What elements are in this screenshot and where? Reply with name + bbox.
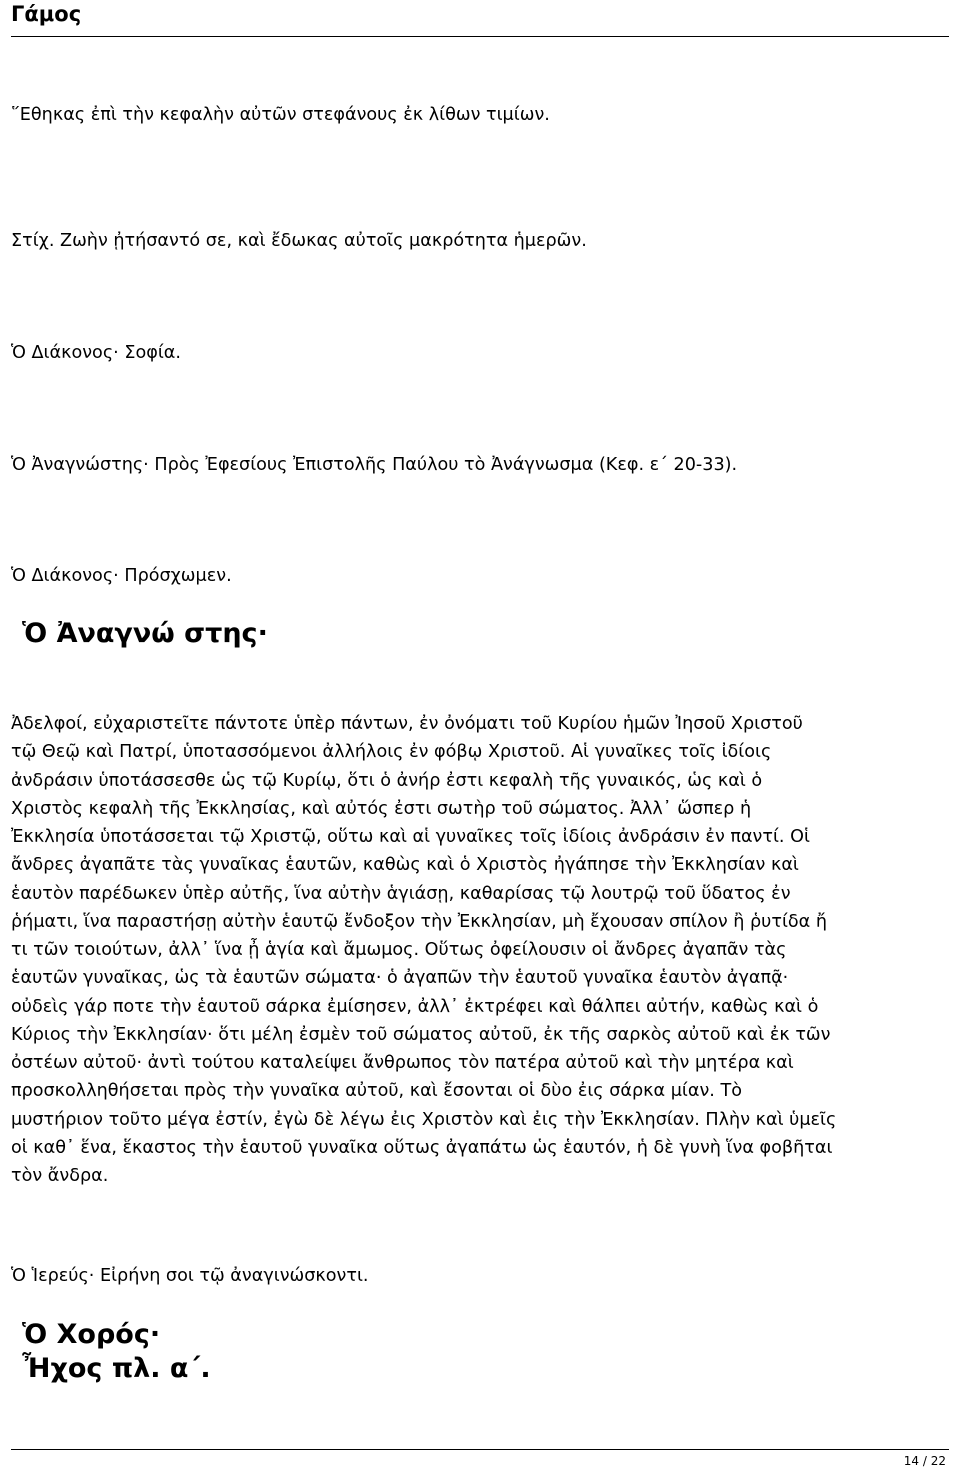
reading-line: μυστήριον τοῦτο μέγα ἐστίν, ἐγὼ δὲ λέγω ἐις Χριστὸν καὶ ἐις τὴν Ἐκκλησίαν. Πλὴν καὶ ὑμεῖς — [11, 1109, 837, 1130]
reading-line: ἄνδρες ἀγαπᾶτε τὰς γυναῖκας ἑαυτῶν, καθὼς καὶ ὁ Χριστὸς ἠγάπησε τὴν Ἐκκλησίαν καὶ — [11, 855, 799, 876]
reading-line: προσκολληθήσεται πρὸς τὴν γυναῖκα αὐτοῦ, καὶ ἔσονται οἱ δὺο ἐις σάρκα μίαν. Τὸ — [11, 1081, 742, 1102]
verse-line: ῞Εθηκας ἐπὶ τὴν κεφαλὴν αὐτῶν στεφάνους ἐκ λίθων τιμίων. — [11, 105, 550, 125]
deacon-line-sofia: Ὁ Διάκονος· Σοφία. — [11, 343, 181, 363]
reading-line: τῷ Θεῷ καὶ Πατρί, ὑποτασσόμενοι ἀλλήλοις ἐν φόβῳ Χριστοῦ. Αἱ γυναῖκες τοῖς ἰδίοις — [11, 742, 772, 763]
footer-divider — [11, 1449, 949, 1450]
choir-heading: Ὁ Χορός· — [22, 1319, 161, 1350]
reading-line: τι τῶν τοιούτων, ἀλλ᾿ ἵνα ᾖ ἁγία καὶ ἄμωμος. Οὕτως ὀφείλουσιν οἱ ἄνδρες ἀγαπᾶν τὰς — [11, 940, 787, 960]
reader-announcement-line: Ὁ Ἀναγνώστης· Πρὸς Ἐφεσίους Ἐπιστολῆς Παύλου τὸ Ἀνάγνωσμα (Κεφ. ε΄ 20-33). — [11, 455, 738, 475]
verse-stichos-line: Στίχ. Ζωὴν ᾐτήσαντό σε, καὶ ἔδωκας αὐτοῖς μακρότητα ἡμερῶν. — [11, 231, 587, 251]
reading-line: ἀνδράσιν ὑποτάσσεσθε ὡς τῷ Κυρίῳ, ὅτι ὁ ἀνήρ ἐστι κεφαλὴ τῆς γυναικός, ὡς καὶ ὁ — [11, 770, 763, 791]
reading-line: Κύριος τὴν Ἐκκλησίαν· ὅτι μέλη ἐσμὲν τοῦ σώματος αὐτοῦ, ἐκ τῆς σαρκὸς αὐτοῦ καὶ ἐκ τῶν — [11, 1024, 831, 1045]
title-divider — [11, 36, 949, 37]
reading-line: ὀστέων αὐτοῦ· ἀντὶ τούτου καταλείψει ἄνθρωπος τὸν πατέρα αὐτοῦ καὶ τὴν μητέρα καὶ — [11, 1053, 794, 1073]
reading-line: ἑαυτῶν γυναῖκας, ὡς τὰ ἑαυτῶν σώματα· ὁ ἀγαπῶν τὴν ἑαυτοῦ γυναῖκα ἑαυτὸν ἀγαπᾷ· — [11, 968, 789, 989]
reader-heading: Ὁ Ἀναγνώ στης· — [22, 618, 268, 649]
epistle-reading — [11, 710, 951, 1190]
reading-line: ῥήματι, ἵνα παραστήσῃ αὐτὴν ἑαυτῷ ἔνδοξον τὴν Ἐκκλησίαν, μὴ ἔχουσαν σπίλον ἢ ῥυτίδα ἤ — [11, 911, 828, 932]
deacon-line-proschomen: Ὁ Διάκονος· Πρόσχωμεν. — [11, 566, 232, 586]
reading-line: Χριστὸς κεφαλὴ τῆς Ἐκκλησίας, καὶ αὐτός ἐστι σωτὴρ τοῦ σώματος. Ἀλλ᾿ ὥσπερ ἡ — [11, 798, 752, 819]
page-title: Γάμος — [11, 2, 82, 26]
reading-line: οὐδεὶς γάρ ποτε τὴν ἑαυτοῦ σάρκα ἐμίσησεν, ἀλλ᾿ ἐκτρέφει καὶ θάλπει αὐτήν, καθὼς καὶ ὁ — [11, 996, 819, 1017]
reading-line: Ἀδελφοί, εὐχαριστεῖτε πάντοτε ὑπὲρ πάντων, ἐν ὀνόματι τοῦ Κυρίου ἡμῶν Ἰησοῦ Χριστοῦ — [11, 714, 803, 734]
page-number: 14 / 22 — [903, 1454, 946, 1468]
priest-line: Ὁ Ἱερεύς· Εἰρήνη σοι τῷ ἀναγινώσκοντι. — [11, 1266, 369, 1286]
tone-heading: Ἦχος πλ. α΄. — [22, 1353, 211, 1384]
reading-line: τὸν ἄνδρα. — [11, 1166, 109, 1186]
reading-line: ἑαυτὸν παρέδωκεν ὑπὲρ αὐτῆς, ἵνα αὐτὴν ἁγιάσῃ, καθαρίσας τῷ λουτρῷ τοῦ ὕδατος ἐν — [11, 883, 791, 904]
reading-line: οἱ καθ᾿ ἕνα, ἕκαστος τὴν ἑαυτοῦ γυναῖκα οὕτως ἀγαπάτω ὡς ἑαυτόν, ἡ δὲ γυνὴ ἵνα φοβῆται — [11, 1137, 833, 1158]
reading-line: Ἐκκλησία ὑποτάσσεται τῷ Χριστῷ, οὕτω καὶ αἱ γυναῖκες τοῖς ἰδίοις ἀνδράσιν ἐν παντί. Οἱ — [11, 827, 810, 847]
